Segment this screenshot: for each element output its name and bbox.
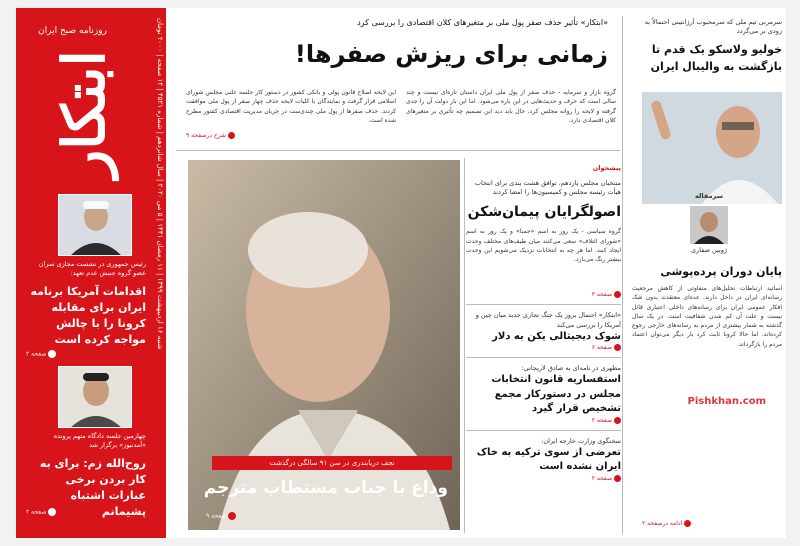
op-label: سرمقاله <box>695 192 723 200</box>
rouhani-photo <box>58 194 132 256</box>
author-photo <box>690 206 728 244</box>
portrait-photo <box>188 160 460 530</box>
watermark: Pishkhan.com <box>687 396 766 407</box>
op-page-ref: ادامه درصفحه ۲ <box>642 520 691 527</box>
zam-photo <box>58 366 132 428</box>
story2-page-ref: صفحه ۶ <box>466 344 621 351</box>
story3-page-ref: صفحه ۲ <box>466 417 621 424</box>
photo-headline: وداع با جناب مستطاب مترجم <box>203 478 448 498</box>
story2-kicker: «ابتکار» احتمال بروز یک جنگ تجاری جدید میان چین و آمریکا را بررسی می‌کند <box>475 311 621 329</box>
zam-headline: روح‌الله زم: برای به کار بردن برخی عبارات اشتباه پشیمانم <box>39 457 146 518</box>
page-dot-icon <box>228 132 235 139</box>
lead-headline: زمانی برای ریزش صفرها! <box>294 40 608 68</box>
divider <box>176 150 620 151</box>
lead-kicker: «ابتکار» تأثیر حذف صفر پول ملی بر متغیرهای کلان اقتصادی را بررسی کرد <box>357 18 608 27</box>
page-dot-icon <box>614 417 621 424</box>
main-photo-story <box>188 160 460 530</box>
page-dot-icon <box>228 512 236 520</box>
story1-headline: اصولگرایان پیمان‌شکن <box>467 204 621 221</box>
op-author: ژوبین صفاری <box>690 246 728 254</box>
story4-headline: تعرضی از سوی ترکیه به خاک ایران نشده است <box>476 446 621 473</box>
lead-body-left: این لایحه اصلاح قانون پولی و بانکی کشور در دستور کار جلسه علنی مجلس شورای اسلامی قرار گرفت و نمایندگان با کلیات لایحه حذف چهار صفر از پول ملی موافقت کردند. حذف صفرها از پول ملی چندی‌ست در جریان مدیریت اقتصادی کشور مطرح شده است. <box>186 89 396 124</box>
rouhani-caption: رئیس جمهوری در نشست مجازی سران عضو گروه جنبش عدم تعهد: <box>38 260 146 277</box>
right-column <box>628 8 786 538</box>
rouhani-page-ref: صفحه ۲ <box>26 350 56 358</box>
masthead-column <box>16 8 166 538</box>
story3-headline: استفساریه قانون انتخابات مجلس در دستورکار مجمع تشخیص قرار گیرد <box>491 374 621 415</box>
divider <box>622 16 623 534</box>
divider <box>466 304 621 305</box>
zam-caption: چهارمین جلسه دادگاه متهم پرونده «آمدنیوز» برگزار شد <box>53 432 146 449</box>
page-dot-icon <box>614 344 621 351</box>
rouhani-headline: اقدامات آمریکا برنامه ایران برای مقابله کرونا را با چالش مواجه کرده است <box>30 285 146 346</box>
lead-body-right: گروه بازار و سرمایه - حذف صفر از پول ملی ایران داستان تازه‌ای نیست و چند سالی است که حرف و حدیث‌هایی در این باره می‌شود. اما این بار دولت آن را جدی گرفته و لایحه را روانه مجلس کرد. حال باید دید این تصمیم چه تأثیری بر متغیرهای کلان اقتصادی دارد. <box>406 89 616 124</box>
masthead-date-line: شنبه ۱۶ اردیبهشت ۱۳۹۹ | ۱۱ رمضان ۱۴۴۱ | ۵ می ۲۰۲۰ | سال شانزدهم | شماره ۴۵۲۱ | ۱۲ صفحه | ۲۰۰۰ تومان <box>156 18 164 350</box>
story4-kicker: سخنگوی وزارت خارجه ایران: <box>541 436 621 445</box>
logo-text: ابتکار <box>50 50 118 178</box>
page-dot-icon <box>48 350 56 358</box>
op-body: اساتید ارتباطات تحلیل‌های متفاوتی از کاهش مرجعیت رسانه‌ای ایران در داخل دارند. عده‌ای معتقدند بدون شک افکار عمومی ایران برای رسانه‌های داخلی اعتباری قائل نیست و علت آن کم شدن شفافیت است. در یک سال گذشته به شمار بیشتری از مردم به رسانه‌های خارجی رجوع کرده‌اند. اما حالا کرونا ثابت کرد بار دیگر می‌توان اعتماد مردم را بازگرداند. <box>632 285 782 348</box>
page-dot-icon <box>614 291 621 298</box>
story1-page-ref: صفحه ۳ <box>466 291 621 298</box>
zam-page-ref: صفحه ۲ <box>26 508 56 516</box>
lead-page-ref: شرح درصفحه ۹ <box>186 132 235 139</box>
story1-body: گروه سیاسی - یک روز به اسم «جمنا» و یک روز به اسم «شورای ائتلاف» سعی می‌کنند میان طیف‌های مختلف وحدت ایجاد کنند. اما هر چه به انتخابات نزدیک می‌شویم این وحدت بیشتر رنگ می‌بازد. <box>466 228 621 264</box>
masthead-logo <box>22 14 146 190</box>
story1-kicker: منتخبان مجلس یازدهم، توافق هشت بندی برای انتخاب هیأت رئیسه مجلس و کمیسیون‌ها را امضا کردند <box>474 179 621 197</box>
page-dot-icon <box>614 475 621 482</box>
photo-caption-strip: نجف دریابندری در سن ۹۱ سالگی درگذشت <box>212 456 452 470</box>
middle-column <box>466 158 621 538</box>
page-dot-icon <box>684 520 691 527</box>
sport-kicker: سرمربی تیم ملی که سرمحبوب آرژانتینی احتمالاً به زودی بر می‌گردد <box>644 18 782 36</box>
divider <box>466 430 621 431</box>
divider <box>464 158 465 533</box>
story3-kicker: مطهری در نامه‌ای به صادق لاریجانی: <box>521 364 621 373</box>
velasco-photo <box>642 92 782 204</box>
divider <box>466 357 621 358</box>
page-dot-icon <box>48 508 56 516</box>
sport-headline: خولیو ولاسکو یک قدم تا بازگشت به والیبال ایران <box>650 43 782 73</box>
lead-story <box>166 8 626 148</box>
masthead-tagline: روزنامه صبح ایران <box>38 26 107 36</box>
story2-headline: شوک دیجیتالی یکن به دلار <box>492 330 621 342</box>
story4-page-ref: صفحه ۲ <box>466 475 621 482</box>
newspaper-page <box>16 8 786 538</box>
op-headline: پایان دوران پرده‌پوشی <box>660 265 782 278</box>
section-label: پیشخوان <box>592 164 621 172</box>
photo-page-ref: صفحه ۹ <box>206 512 236 520</box>
